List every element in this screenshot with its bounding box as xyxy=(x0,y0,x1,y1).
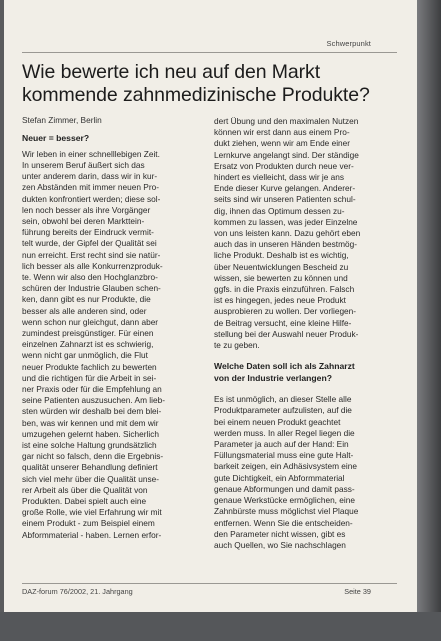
body-line: können wir erst dann aus einem Pro- xyxy=(214,127,350,138)
body-line: neuer Produkte fachlich zu bewerten xyxy=(22,361,157,372)
section-label: Schwerpunkt xyxy=(326,39,371,48)
body-line: wissen, sie bewerten zu können und xyxy=(214,272,348,283)
body-line: und die richtigen für die Arbeit in sei- xyxy=(22,372,157,383)
body-line: telt wurde, der Gipfel der Qualität sei xyxy=(22,238,157,249)
body-line: Ersatz von Produkten durch neue ver- xyxy=(214,160,354,171)
body-line: Es ist unmöglich, an dieser Stelle alle xyxy=(214,394,352,405)
body-line: rer Arbeit als über die Qualität von xyxy=(22,484,148,495)
body-line: zumindest preisgünstiger. Für einen xyxy=(22,327,154,338)
body-line: lich besser als alle Konkurrenzproduk- xyxy=(22,260,163,271)
right-body-text-2 xyxy=(214,394,393,551)
body-line: schüren der Industrie Glauben schen- xyxy=(22,283,161,294)
journal-citation: DAZ-forum 76/2002, 21. Jahrgang xyxy=(22,587,133,596)
body-line: ggfs. in die Praxis einzuführen. Falsch xyxy=(214,284,355,295)
body-line: kommen zu lassen, was jeder Einzelne xyxy=(214,216,358,227)
body-line: nun erreicht. Erst recht sind sie natür- xyxy=(22,249,161,260)
body-line: besser als alle anderen sind, oder xyxy=(22,305,147,316)
subheading-line: Welche Daten soll ich als Zahnarzt xyxy=(214,361,355,372)
author: Stefan Zimmer, Berlin xyxy=(22,115,102,125)
body-line: von uns leisten kann. Dazu gehört eben xyxy=(214,228,361,239)
body-line: auch Quellen, wo Sie nachschlagen xyxy=(214,539,346,550)
body-line: sten würden wir deshalb bei dem blei- xyxy=(22,406,162,417)
body-line: ist eine solche Haltung grundsätzlich xyxy=(22,439,157,450)
body-line: unter anderem darin, dass wir in kur- xyxy=(22,171,158,182)
body-line: Parameter ja auch auf der Hand: Ein xyxy=(214,439,349,450)
body-line: de Beitrag versucht, eine kleine Hilfe- xyxy=(214,317,352,328)
book-binding-edge xyxy=(417,0,441,641)
scan-background xyxy=(0,612,441,641)
body-line: stellung bei der Auswahl neuer Produk- xyxy=(214,328,359,339)
body-line: werden muss. In aller Regel liegen die xyxy=(214,427,355,438)
body-line: sein, obwohl bei deren Markttein- xyxy=(22,215,145,226)
article-title xyxy=(22,61,402,107)
body-line: ausprobieren zu wollen. Der vorliegen- xyxy=(214,306,357,317)
body-line: einzelnen Zahnarzt ist es schwierig, xyxy=(22,339,154,350)
body-line: genaue Werkstücke ermöglichen, eine xyxy=(214,495,355,506)
body-line: sich viel mehr über die Qualität unse- xyxy=(22,473,159,484)
body-line: führung bereits der Eindruck vermit- xyxy=(22,227,154,238)
body-line: genaue Abformungen und damit pass- xyxy=(214,483,355,494)
body-line: ben, was wir kennen und mit dem wir xyxy=(22,417,159,428)
subheading-neuer: Neuer = besser? xyxy=(22,133,90,144)
body-line: umzugehen gelernt haben. Sicherlich xyxy=(22,428,159,439)
title-line: Wie bewerte ich neu auf den Markt xyxy=(22,61,321,83)
body-line: qualität unserer Behandlung definiert xyxy=(22,462,158,473)
body-line: In unserem Beruf äußert sich das xyxy=(22,159,145,170)
body-line: bei einem neuen Produkt geachtet xyxy=(214,416,341,427)
subheading-daten xyxy=(214,361,393,384)
body-line: Ende dieser Kurve gelangen. Anderer- xyxy=(214,183,356,194)
body-line: Wir leben in einer schnelllebigen Zeit. xyxy=(22,148,160,159)
body-line: ner Praxis oder für die Empfehlung an xyxy=(22,383,162,394)
left-column xyxy=(22,115,201,541)
header-rule xyxy=(22,52,397,53)
body-line: zen Abständen mit immer neuen Pro- xyxy=(22,182,159,193)
body-line: gar nicht so falsch, denn die Ergebnis- xyxy=(22,451,164,462)
body-line: te. Wenn wir also den Hochglanzbro- xyxy=(22,271,158,282)
footer-rule xyxy=(22,583,397,584)
body-line: wenn schon nur gleichgut, dann aber xyxy=(22,316,159,327)
body-line: große Rolle, wie viel Erfahrung wir mit xyxy=(22,507,162,518)
body-line: auch das in unseren Händen bestmög- xyxy=(214,239,357,250)
body-line: len noch besser als ihre Vorgänger xyxy=(22,204,151,215)
body-line: entfernen. Wenn Sie die entscheiden- xyxy=(214,517,353,528)
title-line: kommende zahnmedizinische Produkte? xyxy=(22,84,370,106)
body-line: Produktparameter aufzulisten, auf die xyxy=(214,405,352,416)
body-line: gute Dichtigkeit, ein Abformmaterial xyxy=(214,472,345,483)
body-line: ken, dann gibt es nur Produkte, die xyxy=(22,294,151,305)
left-body-text xyxy=(22,149,201,541)
body-line: te zu geben. xyxy=(214,340,260,351)
right-body-text-1 xyxy=(214,116,393,351)
body-line: dukt ziehen, wenn wir am Ende einer xyxy=(214,138,351,149)
right-column xyxy=(214,116,393,551)
body-line: Zahnbürste muss möglichst viel Plaque xyxy=(214,506,359,517)
body-line: Produkten. Dabei spielt auch eine xyxy=(22,496,147,506)
body-line: dert Übung und den maximalen Nutzen xyxy=(214,116,359,126)
body-line: wenn nicht gar unmöglich, die Flut xyxy=(22,350,148,361)
body-line: dukten konfrontiert werden; diese sol- xyxy=(22,193,161,204)
body-line: Abformmaterial - haben. Lernen erfor- xyxy=(22,529,162,540)
body-line: dig, ihnen das Optimum dessen zu- xyxy=(214,205,345,216)
body-line: ist es hingegen, jedes neue Produkt xyxy=(214,295,346,306)
body-line: über Neuentwicklungen Bescheid zu xyxy=(214,261,349,272)
body-line: einem Produkt - zum Beispiel einem xyxy=(22,518,155,529)
body-line: hindert es vielleicht, dass wir je ans xyxy=(214,172,345,183)
subheading-line: von der Industrie verlangen? xyxy=(214,372,332,383)
body-line: Lernkurve angelangt sind. Der ständige xyxy=(214,149,359,160)
body-line: Füllungsmaterial muss eine gute Halt- xyxy=(214,450,354,461)
body-line: den Parameter nicht wissen, gibt es xyxy=(214,528,346,539)
body-line: seine Patienten auszusuchen. Am lieb- xyxy=(22,395,165,406)
magazine-page xyxy=(4,0,417,612)
body-line: barkeit zeigen, ein Adhäsivsystem eine xyxy=(214,461,357,472)
page-number: Seite 39 xyxy=(344,587,371,596)
body-line: seits sind wir unseren Patienten schul- xyxy=(214,194,356,205)
body-line: liche Produkt. Deshalb ist es wichtig, xyxy=(214,250,349,261)
